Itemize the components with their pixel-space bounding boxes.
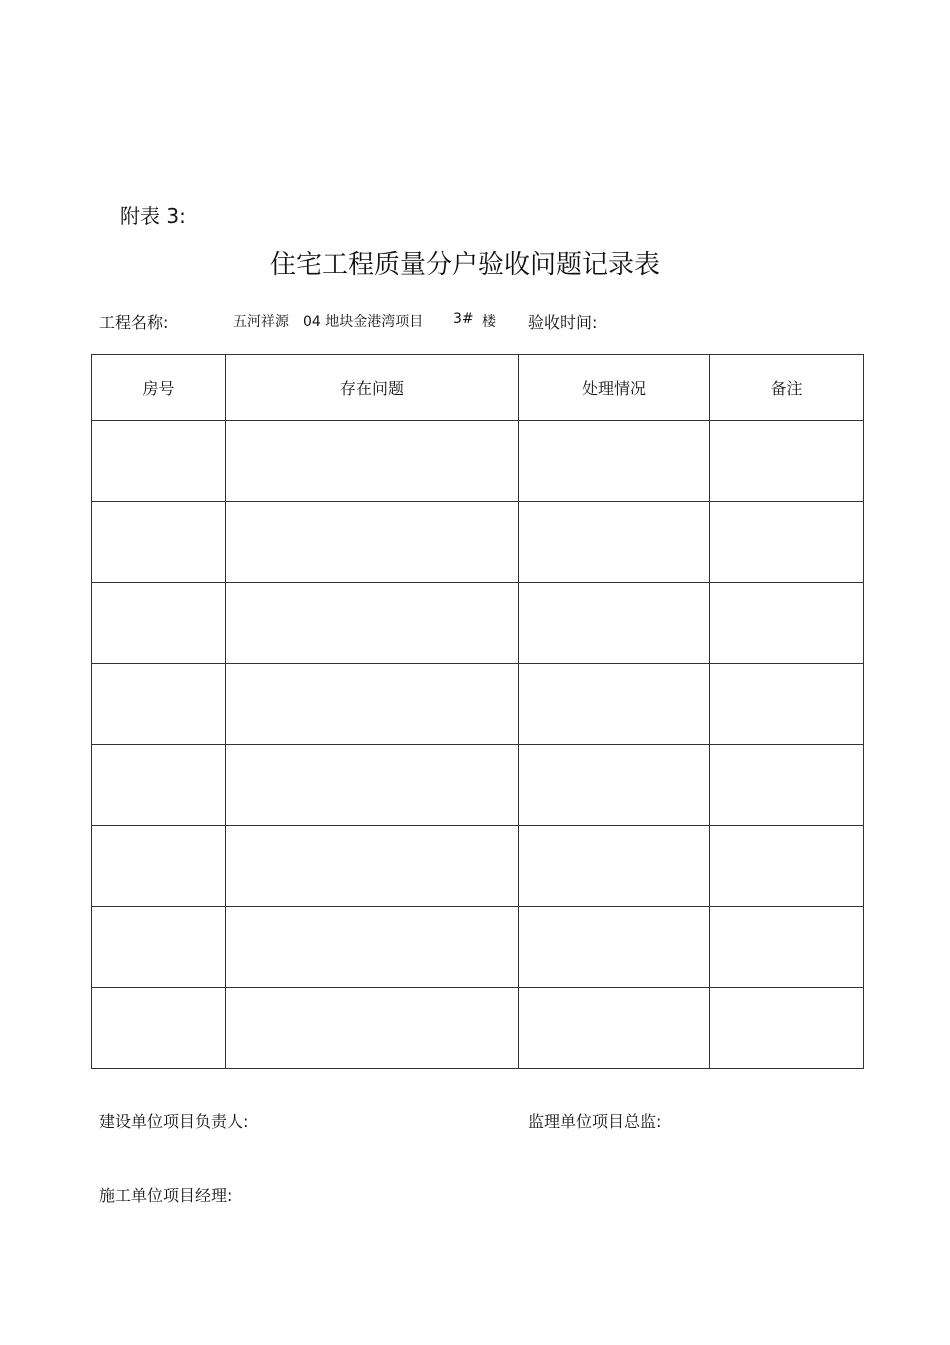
- room-cell[interactable]: [92, 907, 226, 988]
- remark-cell[interactable]: [710, 664, 864, 745]
- building-suffix: 楼: [482, 314, 496, 330]
- table-row: [92, 745, 864, 826]
- handling-cell[interactable]: [519, 502, 710, 583]
- table-row: [92, 664, 864, 745]
- room-cell[interactable]: [92, 988, 226, 1069]
- column-header-handling: 处理情况: [519, 355, 710, 421]
- handling-cell[interactable]: [519, 826, 710, 907]
- room-cell[interactable]: [92, 664, 226, 745]
- table-row: [92, 988, 864, 1069]
- project-name-part1: 五河祥源: [233, 314, 289, 330]
- room-cell[interactable]: [92, 421, 226, 502]
- column-header-issue: 存在问题: [226, 355, 519, 421]
- room-cell[interactable]: [92, 583, 226, 664]
- table-header-row: [92, 355, 864, 421]
- record-table: [91, 354, 864, 1069]
- table-row: [92, 826, 864, 907]
- appendix-label: 附表 3:: [120, 204, 186, 228]
- remark-cell[interactable]: [710, 421, 864, 502]
- issue-cell[interactable]: [226, 745, 519, 826]
- table-row: [92, 907, 864, 988]
- project-label: 工程名称:: [99, 313, 169, 332]
- table-row: [92, 583, 864, 664]
- issue-cell[interactable]: [226, 826, 519, 907]
- remark-cell[interactable]: [710, 502, 864, 583]
- building-number: 3#: [453, 311, 474, 327]
- room-cell[interactable]: [92, 826, 226, 907]
- remark-cell[interactable]: [710, 907, 864, 988]
- issue-cell[interactable]: [226, 421, 519, 502]
- remark-cell[interactable]: [710, 583, 864, 664]
- acceptance-time-label: 验收时间:: [528, 313, 598, 332]
- column-header-remark: 备注: [710, 355, 864, 421]
- project-name-part2: 04 地块金港湾项目: [303, 314, 424, 330]
- handling-cell[interactable]: [519, 907, 710, 988]
- room-cell[interactable]: [92, 745, 226, 826]
- handling-cell[interactable]: [519, 745, 710, 826]
- remark-cell[interactable]: [710, 745, 864, 826]
- construction-unit-signature-label: 建设单位项目负责人:: [99, 1112, 249, 1131]
- builder-unit-signature-label: 施工单位项目经理:: [99, 1186, 233, 1205]
- issue-cell[interactable]: [226, 664, 519, 745]
- handling-cell[interactable]: [519, 421, 710, 502]
- issue-cell[interactable]: [226, 907, 519, 988]
- room-cell[interactable]: [92, 502, 226, 583]
- remark-cell[interactable]: [710, 988, 864, 1069]
- supervision-unit-signature-label: 监理单位项目总监:: [528, 1112, 662, 1131]
- issue-cell[interactable]: [226, 583, 519, 664]
- issue-cell[interactable]: [226, 502, 519, 583]
- remark-cell[interactable]: [710, 826, 864, 907]
- table-row: [92, 421, 864, 502]
- issue-cell[interactable]: [226, 988, 519, 1069]
- handling-cell[interactable]: [519, 583, 710, 664]
- column-header-room: 房号: [92, 355, 226, 421]
- table-row: [92, 502, 864, 583]
- handling-cell[interactable]: [519, 988, 710, 1069]
- handling-cell[interactable]: [519, 664, 710, 745]
- document-title: 住宅工程质量分户验收问题记录表: [269, 250, 660, 280]
